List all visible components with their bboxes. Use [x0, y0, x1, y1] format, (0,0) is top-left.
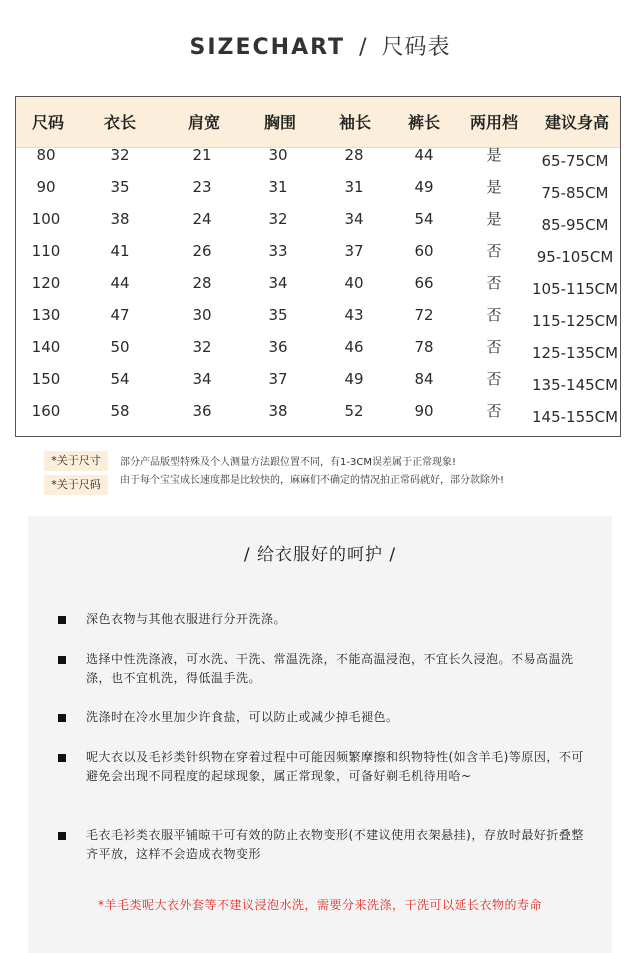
table-row: [16, 305, 620, 337]
cell-shoulder: 24: [192, 210, 212, 228]
cell-size: 140: [31, 338, 61, 356]
cell-height: 145-155CM: [532, 408, 619, 426]
square-bullet-icon: [58, 714, 66, 722]
cell-pants: 49: [414, 178, 434, 196]
square-bullet-icon: [58, 656, 66, 664]
table-row: [16, 401, 620, 433]
square-bullet-icon: [58, 754, 66, 762]
note-tag-fit: *关于尺码: [44, 475, 108, 495]
title-separator: /: [359, 35, 368, 60]
table-row: [16, 145, 620, 177]
cell-height: 105-115CM: [532, 280, 619, 298]
header-pants: 裤长: [407, 113, 440, 132]
cell-pants: 44: [414, 146, 434, 164]
cell-size: 130: [31, 306, 61, 324]
cell-size: 120: [31, 274, 61, 292]
cell-pants: 66: [414, 274, 434, 292]
cell-pants: 90: [414, 402, 434, 420]
care-section: [28, 516, 612, 953]
cell-size: 160: [31, 402, 61, 420]
cell-shoulder: 26: [192, 242, 212, 260]
cell-shoulder: 30: [192, 306, 212, 324]
cell-chest: 32: [268, 210, 288, 228]
header-size: 尺码: [31, 113, 64, 132]
header-sleeve: 袖长: [338, 113, 371, 132]
note-tag-size: *关于尺寸: [44, 451, 108, 471]
cell-chest: 35: [268, 306, 288, 324]
care-item-text: 呢大衣以及毛衫类针织物在穿着过程中可能因频繁摩擦和织物特性(如含羊毛)等原因，不可避免会出现不同程度的起球现象，属正常现象，可备好剃毛机待用哈~: [86, 750, 584, 783]
cell-height: 135-145CM: [532, 376, 619, 394]
cell-height: 85-95CM: [541, 216, 609, 234]
note-text-fit: 由于每个宝宝成长速度都是比较快的，麻麻们不确定的情况拍正常码就好，部分款除外!: [120, 475, 505, 486]
care-item-text: 洗涤时在冷水里加少许食盐，可以防止或减少掉毛褪色。: [86, 710, 399, 724]
cell-dual-use: 是: [486, 210, 502, 228]
header-length: 衣长: [103, 113, 136, 132]
header-dual-use: 两用档: [469, 113, 518, 132]
cell-pants: 54: [414, 210, 434, 228]
cell-shoulder: 21: [192, 146, 212, 164]
cell-height: 95-105CM: [536, 248, 614, 266]
cell-dual-use: 是: [486, 178, 502, 196]
cell-height: 65-75CM: [541, 152, 609, 170]
cell-size: 100: [31, 210, 61, 228]
cell-shoulder: 32: [192, 338, 212, 356]
cell-sleeve: 43: [344, 306, 364, 324]
cell-dual-use: 否: [486, 274, 502, 292]
cell-length: 47: [110, 306, 130, 324]
cell-length: 38: [110, 210, 130, 228]
cell-length: 32: [110, 146, 130, 164]
table-row: [16, 369, 620, 401]
cell-pants: 78: [414, 338, 434, 356]
cell-length: 44: [110, 274, 130, 292]
care-title: / 给衣服好的呵护 /: [243, 545, 397, 565]
square-bullet-icon: [58, 616, 66, 624]
cell-chest: 38: [268, 402, 288, 420]
note-text-size: 部分产品版型特殊及个人测量方法跟位置不同，有1-3CM误差属于正常现象!: [120, 457, 456, 468]
cell-length: 41: [110, 242, 130, 260]
cell-sleeve: 46: [344, 338, 364, 356]
care-item-text: 深色衣物与其他衣服进行分开洗涤。: [86, 612, 287, 626]
cell-chest: 34: [268, 274, 288, 292]
title-cn: 尺码表: [381, 35, 451, 60]
cell-chest: 37: [268, 370, 288, 388]
cell-length: 35: [110, 178, 130, 196]
size-chart-table: [15, 96, 621, 437]
cell-length: 50: [110, 338, 130, 356]
cell-dual-use: 是: [486, 146, 502, 164]
cell-dual-use: 否: [486, 370, 502, 388]
cell-shoulder: 36: [192, 402, 212, 420]
header-shoulder: 肩宽: [187, 113, 220, 132]
care-item-text: 毛衣毛衫类衣服平铺晾干可有效的防止衣物变形(不建议使用衣架悬挂)，存放时最好折叠整齐平放，这样不会造成衣物变形: [86, 828, 584, 861]
title-en: SIZECHART: [189, 35, 346, 60]
care-item-text: 选择中性洗涤液，可水洗、干洗、常温洗涤，不能高温浸泡，不宜长久浸泡。不易高温洗涤，也不宜机洗，得低温手洗。: [86, 652, 574, 685]
cell-size: 110: [31, 242, 61, 260]
cell-chest: 31: [268, 178, 288, 196]
cell-chest: 33: [268, 242, 288, 260]
table-row: [16, 273, 620, 305]
table-row: [16, 241, 620, 273]
header-chest: 胸围: [263, 113, 296, 132]
cell-length: 58: [110, 402, 130, 420]
cell-pants: 84: [414, 370, 434, 388]
table-row: [16, 209, 620, 241]
page-title: [0, 30, 640, 61]
cell-sleeve: 28: [344, 146, 364, 164]
care-warning: *羊毛类呢大衣外套等不建议浸泡水洗，需要分来洗涤，干洗可以延长衣物的寿命: [97, 898, 542, 912]
cell-size: 90: [36, 178, 56, 196]
cell-shoulder: 28: [192, 274, 212, 292]
table-header-row: [16, 97, 620, 148]
cell-sleeve: 40: [344, 274, 364, 292]
cell-chest: 36: [268, 338, 288, 356]
cell-height: 75-85CM: [541, 184, 609, 202]
cell-pants: 72: [414, 306, 434, 324]
cell-sleeve: 49: [344, 370, 364, 388]
cell-dual-use: 否: [486, 402, 502, 420]
square-bullet-icon: [58, 832, 66, 840]
cell-sleeve: 31: [344, 178, 364, 196]
cell-size: 150: [31, 370, 61, 388]
cell-sleeve: 34: [344, 210, 364, 228]
cell-length: 54: [110, 370, 130, 388]
cell-pants: 60: [414, 242, 434, 260]
cell-shoulder: 23: [192, 178, 212, 196]
table-row: [16, 337, 620, 369]
cell-dual-use: 否: [486, 242, 502, 260]
cell-height: 125-135CM: [532, 344, 619, 362]
cell-sleeve: 37: [344, 242, 364, 260]
cell-size: 80: [36, 146, 56, 164]
cell-chest: 30: [268, 146, 288, 164]
cell-shoulder: 34: [192, 370, 212, 388]
cell-height: 115-125CM: [532, 312, 619, 330]
cell-dual-use: 否: [486, 306, 502, 324]
header-height: 建议身高: [544, 113, 609, 132]
cell-dual-use: 否: [486, 338, 502, 356]
table-row: [16, 177, 620, 209]
cell-sleeve: 52: [344, 402, 364, 420]
